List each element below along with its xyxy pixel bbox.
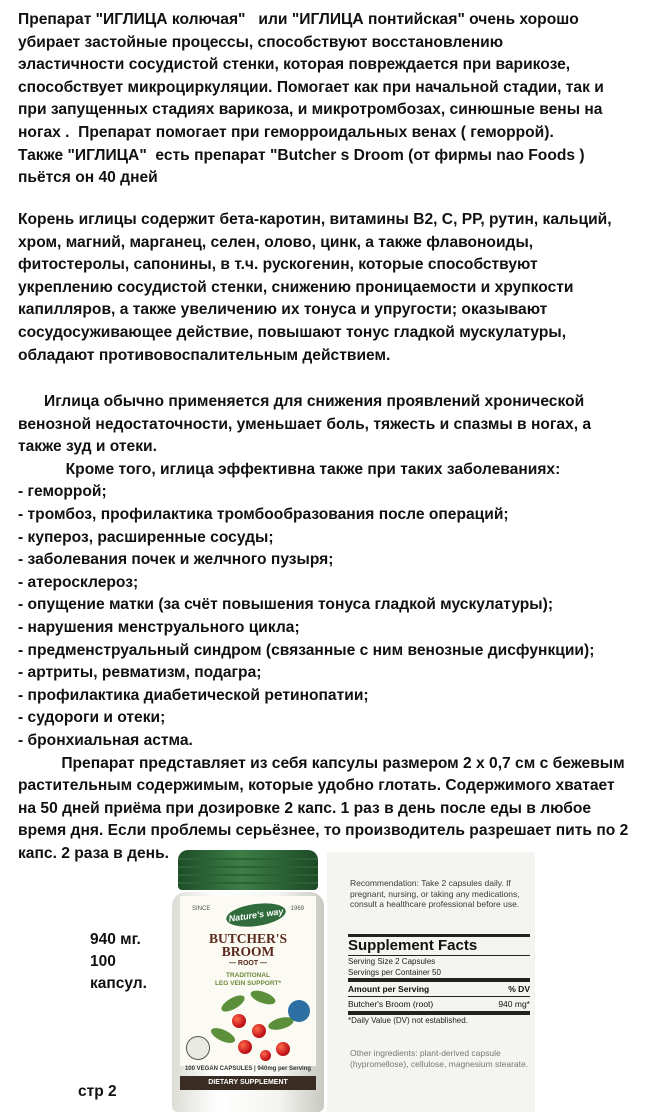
paragraph3-line: - тромбоз, профилактика тромбообразования после операций; [18,505,509,523]
paragraph3-line: - судороги и отеки; [18,709,166,727]
dv-label: % DV [508,984,530,994]
bottle-cap [178,850,318,890]
berries-illustration [180,988,316,1068]
paragraph3-line: - профилактика диабетической ретинопатии; [18,686,369,704]
paragraph2-line: хром, магний, марганец, селен, олово, цинк, а также флавоноиды, [18,233,534,251]
brand-logo: Nature's way [225,900,287,930]
paragraph-usage [18,391,628,865]
paragraph3-line: капс. 2 раза в день. [18,844,170,862]
dose-label: 940 мг. [90,931,141,948]
paragraph3-line: - атеросклероз; [18,573,139,591]
page-number: стр 2 [78,1083,117,1100]
ingredient-name: Butcher's Broom (root) [348,999,434,1009]
paragraph2-line: капилляров, а также увеличению их тонуса и упругости; оказывают [18,301,548,319]
bottle-label [180,896,316,1066]
product-root: — ROOT — [228,960,268,967]
paragraph3-line: на 50 дней приёма при дозировке 2 капс. 1 раз в день после еды в любое [18,799,592,817]
servings-per-container: Servings per Container 50 [348,968,441,977]
paragraph1-line: при запущенных стадиях варикоза, и микротромбозах, синюшные вены на [18,101,603,119]
paragraph3-line: - нарушения менструального цикла; [18,618,300,636]
supplement-facts-panel [327,852,535,1112]
recommendation-text: Recommendation: Take 2 capsules daily. If pregnant, nursing, or taking any medications, consult a healthcare professional before use. [350,878,520,909]
paragraph2-line: укреплению сосудистой стенки, снижению проницаемости и хрупкости [18,278,574,296]
amount-per-serving-label: Amount per Serving [348,984,430,994]
capsule-count: 100 [90,953,116,970]
paragraph3-line: - бронхиальная астма. [18,731,193,749]
paragraph1-line: пьётся он 40 дней [18,169,158,187]
paragraph1-line: Препарат "ИГЛИЦА колючая" или "ИГЛИЦА понтийская" очень хорошо [18,11,579,28]
paragraph3-line: также зуд и отеки. [18,438,157,456]
paragraph3-line: Иглица обычно применяется для снижения проявлений хронической [18,393,585,410]
product-tagline: TRADITIONAL LEG VEIN SUPPORT* [214,972,282,987]
supplement-facts-title: Supplement Facts [348,937,478,954]
paragraph3-line: венозной недостаточности, уменьшает боль, тяжесть и спазмы в ногах, а [18,415,592,433]
product-bottle-image [172,850,324,1112]
paragraph1-line: убирает застойные процессы, способствуют восстановлению [18,33,504,51]
paragraph3-line: - геморрой; [18,483,107,501]
paragraph-intro [18,9,604,190]
paragraph3-line: - опущение матки (за счёт повышения тонуса гладкой мускулатуры); [18,596,554,614]
serving-size: Serving Size 2 Capsules [348,957,436,966]
supplement-facts-table [348,934,530,1026]
capsule-info: 100 VEGAN CAPSULES | 940mg per Serving [184,1066,312,1072]
paragraph3-line: время дня. Если проблемы серьёзнее, то производитель разрешает пить по 2 [18,822,629,840]
product-name: BUTCHER'S BROOM [208,931,288,959]
paragraph3-line: - предменструальный синдром (связанные с ним венозные дисфункции); [18,641,595,659]
paragraph-composition [18,209,612,367]
paragraph3-line: - заболевания почек и желчного пузыря; [18,551,334,569]
paragraph1-line: ногах . Препарат помогает при геморроидальных венах ( геморрой). [18,123,554,141]
capsule-unit: капсул. [90,975,147,992]
paragraph3-line: растительным содержимым, которые удобно глотать. Содержимого хватает [18,777,615,795]
dietary-supplement-band: DIETARY SUPPLEMENT [180,1076,316,1090]
paragraph3-line: Препарат представляет из себя капсулы размером 2 х 0,7 см с бежевым [18,754,625,772]
paragraph2-line: Корень иглицы содержит бета-каротин, витамины В2, С, РР, рутин, кальций, [18,211,612,228]
since-label: SINCE [192,906,211,912]
paragraph2-line: обладают противовоспалительным действием. [18,346,391,364]
paragraph3-line: - артриты, ревматизм, подагра; [18,664,262,682]
paragraph1-line: эластичности сосудистой стенки, которая повреждается при варикозе, [18,56,571,74]
paragraph3-line: Кроме того, иглица эффективна также при таких заболеваниях: [18,460,561,478]
paragraph3-line: - купероз, расширенные сосуды; [18,528,274,546]
ingredient-amount: 940 mg* [498,999,530,1009]
other-ingredients: Other ingredients: plant-derived capsule (hypromellose), cellulose, magnesium stearate. [350,1048,529,1069]
paragraph2-line: сосудосуживающее действие, повышают тонус гладкой мускулатуры, [18,323,567,341]
paragraph2-line: фитостеролы, сапонины, в т.ч. рускогенин, которые способствуют [18,256,538,274]
dv-note: *Daily Value (DV) not established. [348,1016,468,1025]
paragraph1-line: способствует микроциркуляции. Помогает как при начальной стадии, так и [18,78,604,96]
since-year: 1969 [290,906,304,912]
paragraph1-line: Также "ИГЛИЦА" есть препарат "Butcher s Droom (от фирмы nao Foods ) [18,146,585,164]
